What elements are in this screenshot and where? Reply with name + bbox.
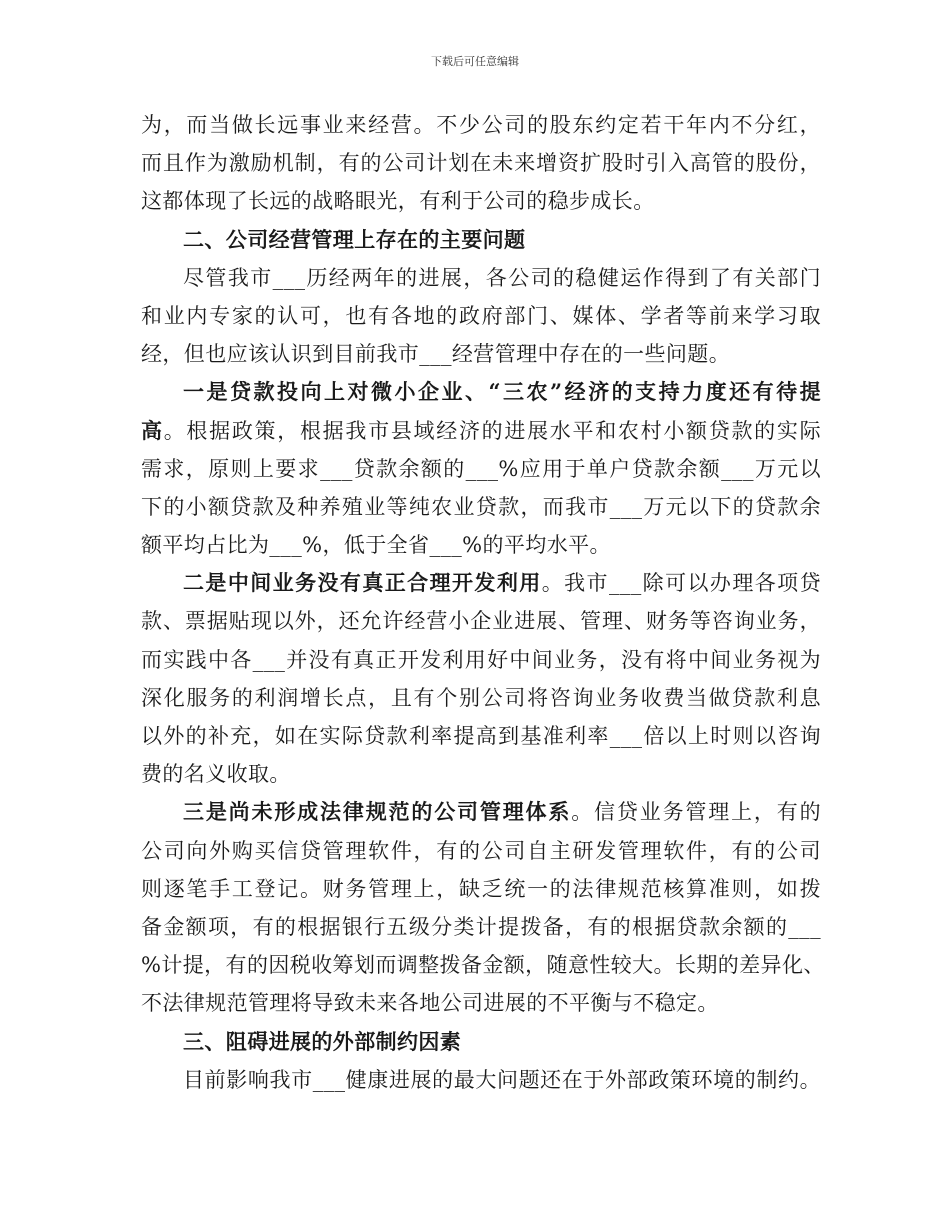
text-line: 以外的补充，如在实际贷款利率提高到基准利率___倍以上时则以咨询 xyxy=(141,724,821,748)
text-line: 备金额项，有的根据银行五级分类计提拨备，有的根据贷款余额的___ xyxy=(141,914,821,939)
bold-lead-phrase: 高 xyxy=(141,417,164,443)
text-line: 为，而当做长远事业来经营。不少公司的股东约定若干年内不分红， xyxy=(141,113,821,137)
bold-lead-phrase: 二是中间业务没有真正合理开发利用 xyxy=(183,570,542,596)
text-line: 费的名义收取。 xyxy=(141,762,291,787)
text-line: 尽管我市___历经两年的进展，各公司的稳健运作得到了有关部门 xyxy=(183,265,821,290)
text-line: 经，但也应该认识到目前我市___经营管理中存在的一些问题。 xyxy=(141,342,731,367)
page-header: 下载后可任意编辑 xyxy=(431,55,519,68)
bold-lead-phrase: 一是贷款投向上对微小企业、“三农”经济的支持力度还有待提 xyxy=(183,379,821,405)
text-line: 这都体现了长远的战略眼光，有利于公司的稳步成长。 xyxy=(141,189,655,214)
text-line: 款、票据贴现以外，还允许经营小企业进展、管理、财务等咨询业务， xyxy=(141,609,821,634)
text-line: 目前影响我市___健康进展的最大问题还在于外部政策环境的制约。 xyxy=(183,1067,821,1092)
text-line xyxy=(141,412,821,450)
text-span: 。根据政策，根据我市县域经济的进展水平和农村小额贷款的实际 xyxy=(163,418,821,443)
text-line: 而且作为激励机制，有的公司计划在未来增资扩股时引入高管的股份， xyxy=(141,151,821,176)
text-line: 下的小额贷款及种养殖业等纯农业贷款，而我市___万元以下的贷款余 xyxy=(141,494,821,519)
section-heading: 二、公司经营管理上存在的主要问题 xyxy=(183,226,526,252)
text-line: 和业内专家的认可，也有各地的政府部门、媒体、学者等前来学习取 xyxy=(141,303,821,328)
section-heading: 三、阻碍进展的外部制约因素 xyxy=(183,1028,462,1054)
text-line xyxy=(141,793,821,831)
text-span: 。信贷业务管理上，有的 xyxy=(571,800,821,825)
text-line: 需求，原则上要求___贷款余额的___%应用于单户贷款余额___万元以 xyxy=(141,456,821,481)
bold-lead-phrase: 三是尚未形成法律规范的公司管理体系 xyxy=(183,799,572,825)
text-line: 则逐笔手工登记。财务管理上，缺乏统一的法律规范核算准则，如拨 xyxy=(141,876,821,901)
text-line: 深化服务的利润增长点，且有个别公司将咨询业务收费当做贷款利息 xyxy=(141,685,821,710)
document-body xyxy=(141,106,825,1099)
text-line: 而实践中各___并没有真正开发利用好中间业务，没有将中间业务视为 xyxy=(141,647,821,672)
text-line xyxy=(141,373,821,411)
text-line: 不法律规范管理将导致未来各地公司进展的不平衡与不稳定。 xyxy=(141,991,719,1016)
text-line: 额平均占比为___%，低于全省___%的平均水平。 xyxy=(141,533,611,558)
text-line xyxy=(141,564,821,602)
text-line: %计提，有的因税收筹划而调整拨备金额，随意性较大。长期的差异化、 xyxy=(141,953,825,978)
text-line: 公司向外购买信贷管理软件，有的公司自主研发管理软件，有的公司 xyxy=(141,838,821,863)
text-span: 。我市___除可以办理各项贷 xyxy=(541,571,821,596)
